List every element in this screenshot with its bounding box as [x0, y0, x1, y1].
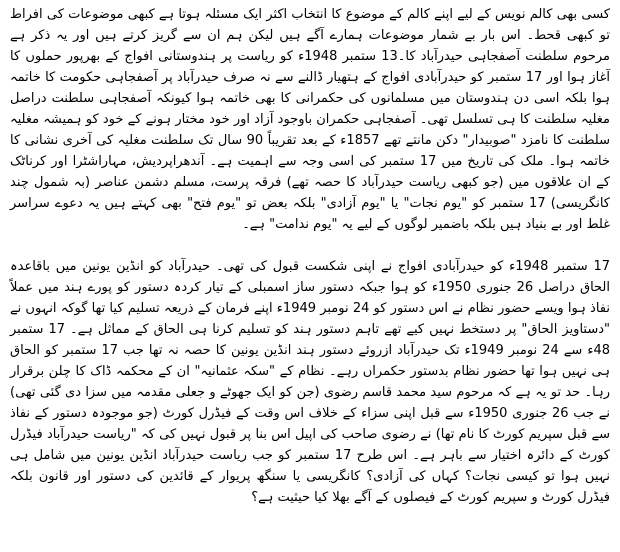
article-paragraph-1: کسی بھی کالم نویس کے لیے اپنے کالم کے موضوع کا انتخاب اکثر ایک مسئلہ ہوتا ہے کبھی موضوعات کی افراط تو کبھی قحط۔ اس بار بے شمار موضوعات ہمارے آگے ہیں لیکن ہم ان سے گریز کرتے ہیں اور یہ ذکر ہے مرحوم سلطنت آصفجاہی حیدرآباد کا۔13 ستمبر 1948ء کو ریاست پر ہندوستانی افواج کے بھرپور حملوں کا آغاز ہوا اور 17 ستمبر کو حیدرآبادی افواج کے ہتھیار ڈالنے سے نہ صرف حیدرآباد پر آصفجاہی حکومت کا خاتمہ ہوا بلکہ اسی دن ہندوستان میں مسلمانوں کی حکمرانی کا بھی خاتمہ ہوا کیونکہ آصفجاہی سلطنت دراصل مغلیہ سلطنت کا ہی تسلسل تھی۔ آصفجاہی حکمران باوجود آزاد اور خود مختار ہونے کے خود کو ہمیشہ مغلیہ سلطنت کا نامزد "صوبیدار" دکن مانتے تھے 1857ء کے بعد تقریباً 90 سال تک سلطنت مغلیہ کی آخری نشانی کا خاتمہ ہوا۔ ملک کی تاریخ میں 17 ستمبر کی اسی وجہ سے اہمیت ہے۔ آندھراپردیش، مہاراشٹرا اور کرناٹک کے ان علاقوں میں (جو کبھی ریاست حیدرآباد کا حصہ تھے) فرقہ پرست، مسلم دشمن عناصر (بہ شمول چند کانگریسی) 17 ستمبر کو "یوم نجات" یا "یوم آزادی" بلکہ بعض تو "یوم فتح" بھی کہتے ہیں یہ دعوے سراسر غلط اور بے بنیاد ہیں بلکہ باضمیر لوگوں کے لیے یہ "یوم ندامت" ہے۔	[10, 7, 611, 232]
article-paragraph-2: 17 ستمبر 1948ء کو حیدرآبادی افواج نے اپنی شکست قبول کی تھی۔ حیدرآباد کو انڈین یونین میں باقاعدہ الحاق دراصل 26 جنوری 1950ء کو ہوا جبکہ دستور ساز اسمبلی کے تیار کردہ دستور کو پورے ہند میں عملاً نفاذ ہوا ویسے حضور نظام نے اس دستور کو 24 نومبر 1949ء اپنے فرمان کے ذریعہ تسلیم کیا تھا گوکہ انہوں نے "دستاویز الحاق" پر دستخط نہیں کیے تھے تاہم دستور ہند کو تسلیم کرنا ہی الحاق کے مماثل ہے۔ 17 ستمبر 48ء سے 24 نومبر 1949ء تک حیدرآباد ازروئے دستور ہند انڈین یونین کا حصہ نہ تھا جب 17 ستمبر کو الحاق ہی نہیں ہوا تھا حضور نظام بدستور حکمراں رہے۔ نظام کے "سکہ عثمانیہ" ان کے محکمہ ڈاک کا چلن برقرار رہا۔ حد تو یہ ہے کہ مرحوم سید محمد قاسم رضوی (جن کو ایک جھوٹے و جعلی مقدمہ میں سزا دی گئی تھی) نے جب 26 جنوری 1950ء سے قبل اپنی سزاء کے خلاف اس وقت کے فیڈرل کورٹ (جو موجودہ دستور کے نفاذ سے قبل سپریم کورٹ کا نام تھا) نے رضوی صاحب کی اپیل اس بنا پر قبول نہیں کی کہ "ریاست حیدرآباد فیڈرل کورٹ کے دائرہ اختیار سے باہر ہے۔ اس طرح 17 ستمبر کو جب ریاست حیدرآباد انڈین یونین میں شامل ہی نہیں ہوا تو کیسی نجات؟ کہاں کی آزادی؟ کانگریسی یا سنگھ پریوار کے قائدین کی دستور اور قانون بلکہ فیڈرل کورٹ و سپریم کورٹ کے فیصلوں کے آگے بھلا کیا حیثیت ہے؟	[10, 259, 611, 505]
article-page	[10, 4, 610, 548]
